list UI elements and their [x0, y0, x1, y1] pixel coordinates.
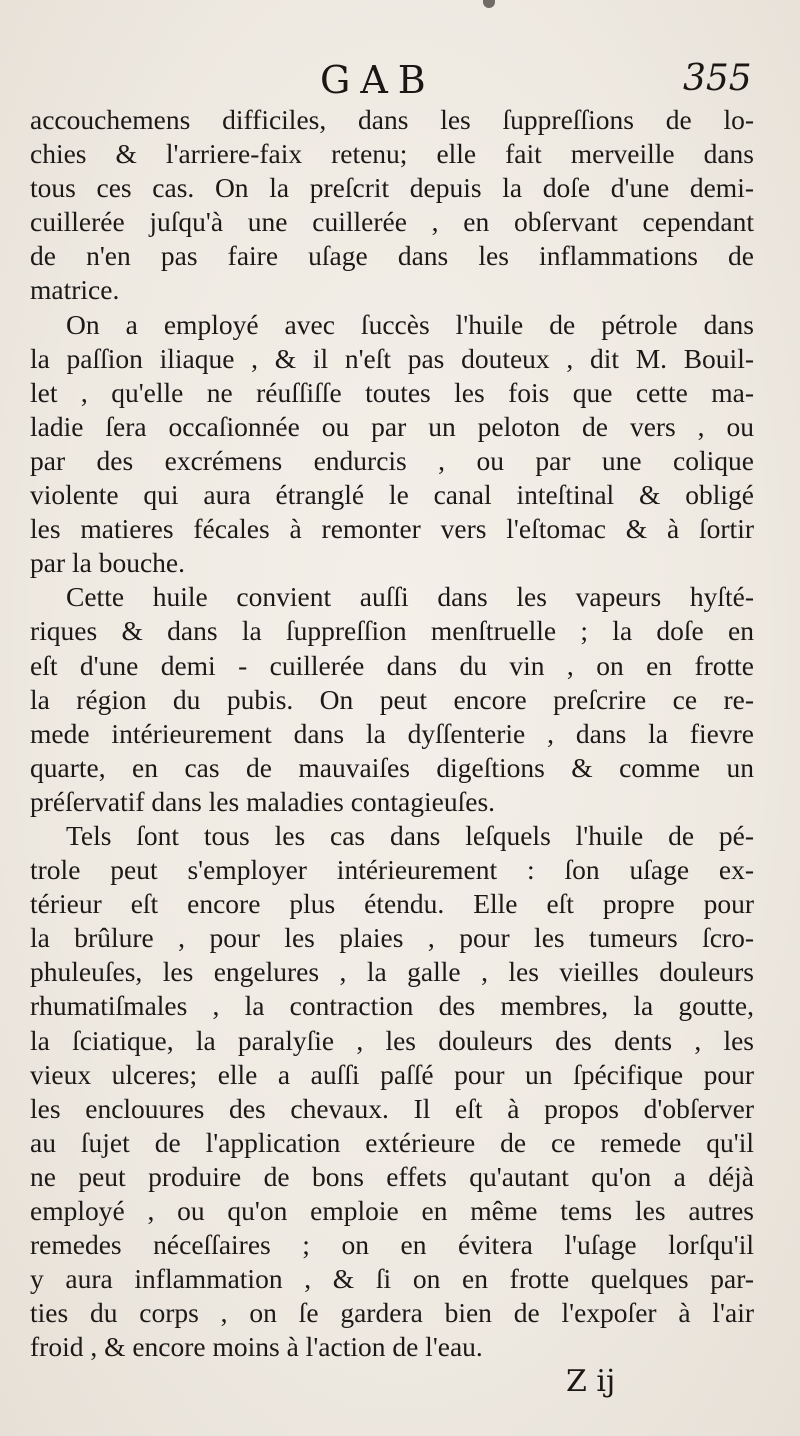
text-line: la paſſion iliaque , & il n'eſt pas douteux , dit M. Bouil- [30, 342, 754, 374]
ink-mark [483, 0, 495, 8]
text-line: par la bouche. [30, 547, 185, 579]
text-line: au ſujet de l'application extérieure de ce remede qu'il [30, 1126, 754, 1158]
text-line: remedes néceſſaires ; on en évitera l'uſage lorſqu'il [30, 1229, 754, 1261]
text-line: let , qu'elle ne réuſſiſſe toutes les fois que cette ma- [30, 376, 754, 408]
text-line: la brûlure , pour les plaies , pour les tumeurs ſcro- [30, 922, 754, 954]
running-head: GAB [320, 58, 436, 102]
paragraph [30, 308, 754, 581]
text-line: cuillerée juſqu'à une cuillerée , en obſervant cependant [30, 206, 754, 238]
text-line: térieur eſt encore plus étendu. Elle eſt propre pour [30, 888, 754, 920]
text-line: de n'en pas faire uſage dans les inflammations de [30, 240, 754, 272]
text-line: les enclouures des chevaux. Il eſt à propos d'obſerver [30, 1092, 754, 1124]
text-line: vieux ulceres; elle a auſſi paſſé pour un ſpécifique pour [30, 1058, 754, 1090]
text-line: tous ces cas. On la preſcrit depuis la doſe d'une demi- [30, 172, 754, 204]
text-line: y aura inflammation , & ſi on en frotte quelques par- [30, 1263, 754, 1295]
text-line: violente qui aura étranglé le canal inteſtinal & obligé [30, 479, 754, 511]
text-line: chies & l'arriere-faix retenu; elle fait merveille dans [30, 138, 754, 170]
body-text [30, 103, 754, 1364]
paragraph [30, 580, 754, 819]
text-line: la ſciatique, la paralyſie , les douleurs des dents , les [30, 1024, 754, 1056]
text-line: ne peut produire de bons effets qu'autant qu'on a déjà [30, 1160, 754, 1192]
text-line: quarte, en cas de mauvaiſes digeſtions & comme un [30, 751, 754, 783]
text-line: froid , & encore moins à l'action de l'eau. [30, 1331, 483, 1363]
text-line: rhumatiſmales , la contraction des membres, la goutte, [30, 990, 754, 1022]
page-header [0, 58, 800, 108]
text-line: employé , ou qu'on emploie en même tems les autres [30, 1195, 754, 1226]
text-line: On a employé avec ſuccès l'huile de pétrole dans [66, 308, 754, 340]
text-line: Cette huile convient auſſi dans les vapeurs hyſté- [66, 581, 754, 613]
text-line: la région du pubis. On peut encore preſcrire ce re- [30, 683, 754, 715]
text-line: riques & dans la ſuppreſſion menſtruelle ; la doſe en [30, 615, 754, 647]
text-line: phuleuſes, les engelures , la galle , les vieilles douleurs [30, 956, 754, 988]
text-line: eſt d'une demi - cuillerée dans du vin , on en frotte [30, 649, 754, 681]
text-line: ties du corps , on ſe gardera bien de l'expoſer à l'air [30, 1297, 754, 1329]
text-line: mede intérieurement dans la dyſſenterie , dans la fievre [30, 717, 754, 749]
signature-mark: Z ij [566, 1364, 616, 1399]
text-line: Tels ſont tous les cas dans leſquels l'huile de pé- [66, 819, 754, 851]
text-line: préſervatif dans les maladies contagieuſes. [30, 785, 496, 817]
page-number: 355 [683, 58, 752, 99]
paragraph [30, 103, 754, 308]
text-line: les matieres fécales à remonter vers l'eſtomac & à ſortir [30, 513, 754, 545]
paragraph [30, 819, 754, 1365]
text-line: matrice. [30, 274, 120, 306]
text-line: trole peut s'employer intérieurement : ſon uſage ex- [30, 854, 754, 886]
text-line: accouchemens difficiles, dans les ſuppreſſions de lo- [30, 104, 754, 135]
text-line: ladie ſera occaſionnée ou par un peloton de vers , ou [30, 410, 754, 442]
text-line: par des excrémens endurcis , ou par une colique [30, 444, 754, 476]
